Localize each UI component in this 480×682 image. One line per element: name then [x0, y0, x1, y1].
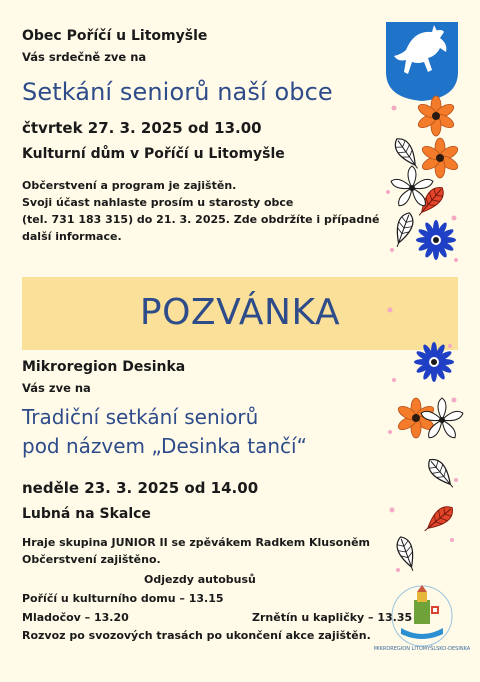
event2-title-line-1: Tradiční setkání seniorů — [22, 405, 259, 429]
bus-heading: Odjezdy autobusů — [144, 573, 256, 586]
mikroregion-logo-icon — [373, 580, 471, 652]
event1-invite: Vás srdečně zve na — [22, 50, 147, 64]
event2-band: Hraje skupina JUNIOR II se zpěvákem Radkem Klusoněm — [22, 536, 370, 549]
event1-line-1: Občerstvení a program je zajištěn. — [22, 179, 237, 192]
bus-stop-2: Mladočov – 13.20 — [22, 611, 129, 624]
event2-title-line-2: pod názvem „Desinka tančí“ — [22, 434, 307, 458]
event1-venue: Kulturní dům v Poříčí u Litomyšle — [22, 146, 285, 162]
event1-title: Setkání seniorů naší obce — [22, 78, 333, 106]
event2-invite: Vás zve na — [22, 381, 91, 395]
event2-refreshment: Občerstvení zajištěno. — [22, 553, 161, 566]
logo-ring-text: MIKROREGION LITOMYŠLSKO-DESINKA — [373, 646, 471, 652]
event1-line-4: další informace. — [22, 230, 122, 243]
return-transport: Rozvoz po svozových trasách po ukončení akce zajištěn. — [22, 629, 371, 642]
event1-organizer: Obec Poříčí u Litomyšle — [22, 28, 208, 44]
event2-datetime: neděle 23. 3. 2025 od 14.00 — [22, 479, 259, 497]
banner-label: POZVÁNKA — [139, 292, 341, 333]
bus-stop-3: Zrnětín u kapličky – 13.35 — [252, 611, 413, 624]
event1-datetime: čtvrtek 27. 3. 2025 od 13.00 — [22, 119, 262, 137]
event1-line-2: Svoji účast nahlaste prosím u starosty obce — [22, 196, 294, 209]
event1-line-3: (tel. 731 183 315) do 21. 3. 2025. Zde obdržíte i případné — [22, 213, 380, 226]
village-crest-icon — [384, 22, 460, 102]
event2-organizer: Mikroregion Desinka — [22, 359, 186, 375]
event2-venue: Lubná na Skalce — [22, 506, 151, 522]
floral-decoration — [384, 100, 460, 580]
bus-stop-1: Poříčí u kulturního domu – 13.15 — [22, 592, 224, 605]
